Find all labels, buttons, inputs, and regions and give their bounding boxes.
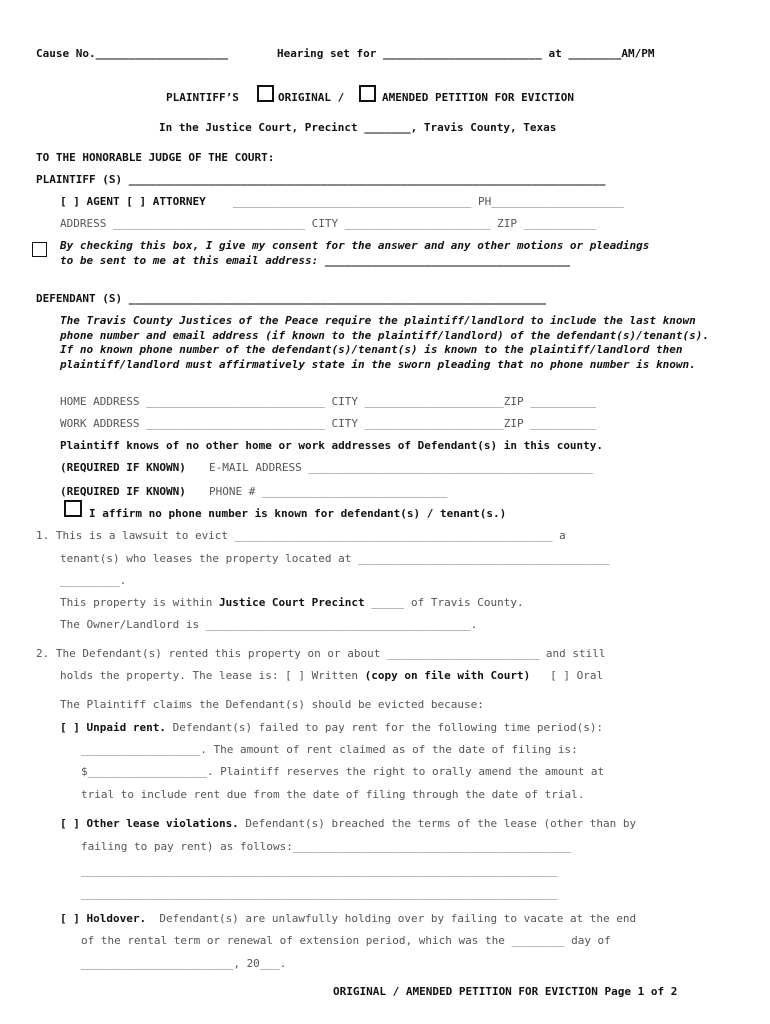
defendant-name-field[interactable]: DEFENDANT (S) _______________________________________________________________ — [36, 292, 546, 305]
defendant-phone-field[interactable]: PHONE # ____________________________ — [209, 485, 448, 498]
eviction-reason-intro: The Plaintiff claims the Defendant(s) should be evicted because: — [60, 698, 484, 711]
unpaid-rent-text: Defendant(s) failed to pay rent for the following time period(s): — [165, 721, 604, 734]
no-other-address-statement: Plaintiff knows of no other home or work addresses of Defendant(s) in this county. — [60, 439, 604, 452]
other-violations-text: Defendant(s) breached the terms of the lease (other than by — [238, 817, 637, 830]
page-footer: ORIGINAL / AMENDED PETITION FOR EVICTION Page 1 of 2 — [333, 985, 678, 998]
holdover-month-year-field[interactable]: _______________________, 20___. — [81, 957, 287, 970]
work-address-field[interactable]: WORK ADDRESS ___________________________ CITY _____________________ZIP __________ — [60, 417, 597, 430]
other-violations-line[interactable] — [60, 817, 636, 830]
lease-oral-option[interactable]: [ ] Oral — [530, 669, 604, 682]
email-required-label: (REQUIRED IF KNOWN) — [60, 461, 186, 474]
lease-copy-note: (copy on file with Court) — [364, 669, 531, 682]
holdover-option[interactable]: [ ] Holdover. — [60, 912, 147, 925]
precinct-pre: This property is within — [60, 596, 213, 609]
precinct-number-field[interactable]: _____ of Travis County. — [371, 596, 524, 609]
unpaid-rent-option[interactable]: [ ] Unpaid rent. — [60, 721, 166, 734]
home-address-field[interactable]: HOME ADDRESS ___________________________ CITY _____________________ZIP __________ — [60, 395, 597, 408]
title-amended: AMENDED PETITION FOR EVICTION — [382, 91, 575, 104]
phone-required-label: (REQUIRED IF KNOWN) — [60, 485, 186, 498]
rent-trial-text: trial to include rent due from the date of filing through the date of trial. — [81, 788, 585, 801]
holdover-day-field[interactable]: of the rental term or renewal of extension period, which was the ________ day of — [81, 934, 611, 947]
court-precinct-line[interactable]: In the Justice Court, Precinct _______, Travis County, Texas — [159, 121, 557, 134]
email-consent-checkbox[interactable] — [32, 242, 47, 257]
hearing-date-field[interactable]: Hearing set for ________________________ at ________AM/PM — [277, 47, 655, 60]
consent-email-field[interactable]: to be sent to me at this email address: _____________________________________ — [60, 254, 570, 267]
holdover-line[interactable] — [60, 912, 636, 925]
agent-attorney-options[interactable]: [ ] AGENT [ ] ATTORNEY — [60, 195, 206, 208]
title-plaintiffs: PLAINTIFF’S — [166, 91, 239, 104]
plaintiff-address-field[interactable]: ADDRESS _____________________________ CITY ______________________ ZIP ___________ — [60, 217, 597, 230]
original-checkbox[interactable] — [257, 85, 274, 102]
lease-written-option[interactable]: holds the property. The lease is: [ ] Written — [60, 669, 359, 682]
precinct-line — [60, 596, 524, 609]
other-violations-option[interactable]: [ ] Other lease violations. — [60, 817, 239, 830]
salutation: TO THE HONORABLE JUDGE OF THE COURT: — [36, 151, 275, 164]
agent-phone-field[interactable]: ____________________________________ PH____________________ — [233, 195, 624, 208]
no-phone-affirm-checkbox[interactable] — [64, 500, 82, 517]
defendant-email-field[interactable]: E-MAIL ADDRESS ___________________________________________ — [209, 461, 594, 474]
violations-description-line-2[interactable]: ________________________________________________________________________ — [81, 864, 558, 877]
cause-number-field[interactable]: Cause No.____________________ — [36, 47, 229, 60]
no-phone-affirm-text: I affirm no phone number is known for defendant(s) / tenant(s.) — [89, 507, 507, 520]
holdover-text: Defendant(s) are unlawfully holding over by failing to vacate at the end — [146, 912, 637, 925]
lease-type-line[interactable] — [60, 669, 603, 682]
amended-checkbox[interactable] — [359, 85, 376, 102]
rent-amount-field[interactable]: $__________________. Plaintiff reserves the right to orally amend the amount at — [81, 765, 605, 778]
phone-requirement-notice: The Travis County Justices of the Peace require the plaintiff/landlord to include the last known phone number and email address (if known to the plaintiff/landlord) of the defendant(s)/tenant(s). If no known phone number of the defendant(s)/tenant(s) is known to the plaintiff/landlord then plaintiff/landlord must affirmatively state in the sworn pleading that no phone number is known. — [60, 314, 710, 371]
rental-date-field[interactable]: 2. The Defendant(s) rented this property on or about _______________________ and still — [36, 647, 606, 660]
plaintiff-name-field[interactable]: PLAINTIFF (S) ________________________________________________________________________ — [36, 173, 606, 186]
evict-tenant-field[interactable]: 1. This is a lawsuit to evict ________________________________________________ a — [36, 529, 566, 542]
property-location-field[interactable]: tenant(s) who leases the property located at ______________________________________ — [60, 552, 610, 565]
violations-description-field[interactable]: failing to pay rent) as follows:__________________________________________ — [81, 840, 572, 853]
title-original: ORIGINAL / — [278, 91, 345, 104]
violations-description-line-3[interactable]: ________________________________________________________________________ — [81, 887, 558, 900]
unpaid-period-field[interactable]: __________________. The amount of rent claimed as of the date of filing is: — [81, 743, 578, 756]
email-consent-text: By checking this box, I give my consent for the answer and any other motions or pleadings — [60, 239, 650, 252]
owner-landlord-field[interactable]: The Owner/Landlord is ________________________________________. — [60, 618, 478, 631]
property-location-continued[interactable]: _________. — [60, 574, 127, 587]
unpaid-rent-line[interactable] — [60, 721, 603, 734]
precinct-bold: Justice Court Precinct — [218, 596, 365, 609]
